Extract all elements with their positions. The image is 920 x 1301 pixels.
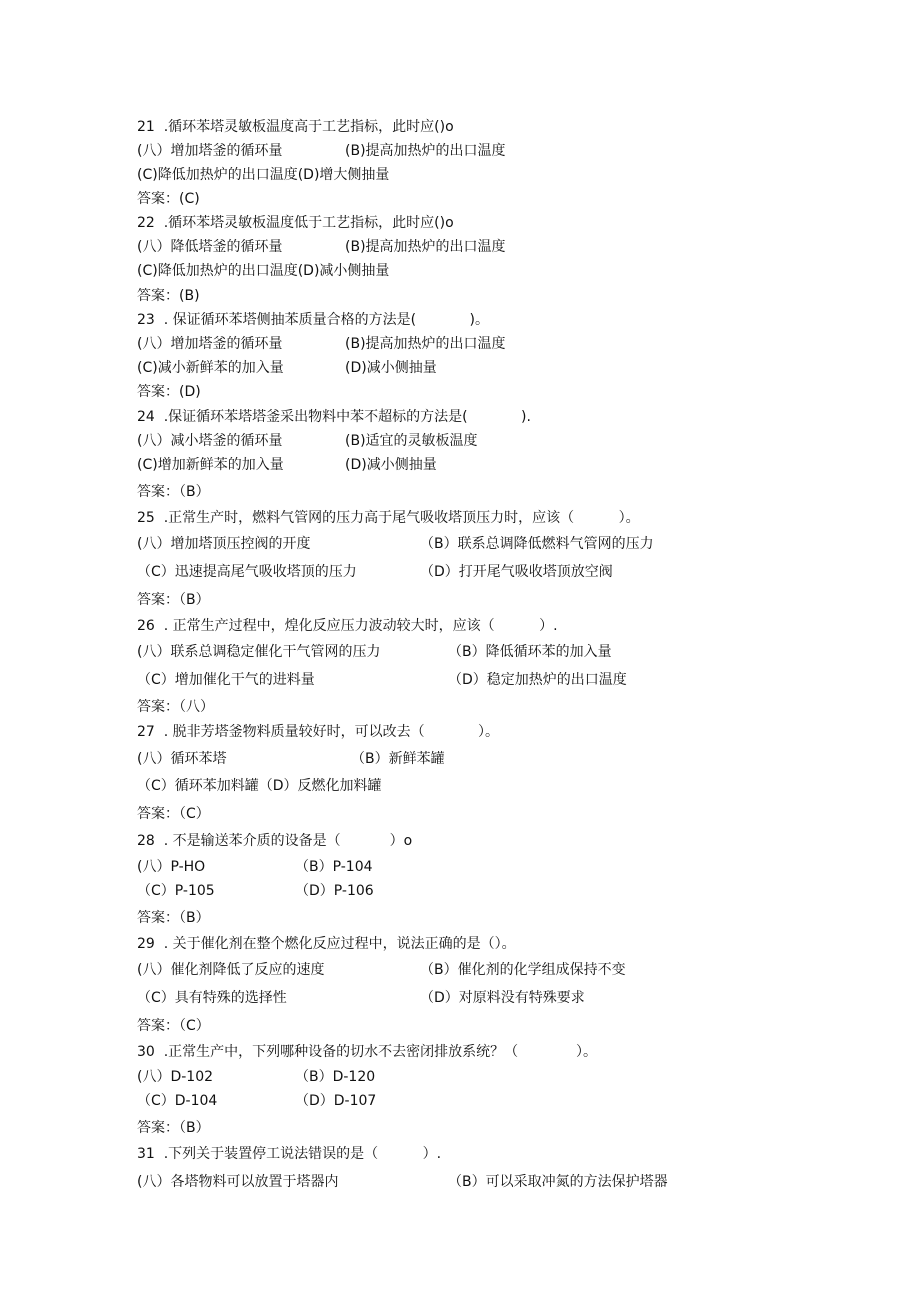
option-row xyxy=(137,643,612,661)
option-row xyxy=(137,238,506,256)
option-c: (C)降低加热炉的出口温度 xyxy=(137,263,298,279)
option-d: (D)减小侧抽量 xyxy=(297,263,390,279)
option-b: (B)适宜的灵敏板温度 xyxy=(345,433,478,449)
option-c: （C）P-105 xyxy=(137,883,215,899)
option-c: （C）D-104 xyxy=(137,1093,218,1109)
option-row xyxy=(137,359,437,377)
option-a: (八）D-102 xyxy=(137,1069,214,1085)
option-a: (八）催化剂降低了反应的速度 xyxy=(137,962,325,978)
option-b: (B)提高加热炉的出口温度 xyxy=(345,143,506,159)
option-row xyxy=(137,1068,376,1086)
option-row xyxy=(137,535,654,553)
option-b: （B）D-120 xyxy=(295,1069,376,1085)
option-c: （C）具有特殊的选择性 xyxy=(137,990,287,1006)
question-29: 29 . 关于催化剂在整个燃化反应过程中，说法正确的是（）。 xyxy=(137,936,516,952)
option-row xyxy=(137,750,445,768)
question-26: 26 . 正常生产过程中，煌化反应压力波动较大时，应该（ ）. xyxy=(137,618,558,634)
option-d: (D)减小侧抽量 xyxy=(345,457,437,473)
option-c: (C)降低加热炉的出口温度 xyxy=(137,167,298,183)
option-b: (B)提高加热炉的出口温度 xyxy=(345,336,506,352)
option-b: (B)提高加热炉的出口温度 xyxy=(345,239,506,255)
option-row xyxy=(137,563,613,581)
question-23: 23 . 保证循环苯塔侧抽苯质量合格的方法是( )。 xyxy=(137,312,489,328)
option-b: （B）降低循环苯的加入量 xyxy=(448,644,612,660)
option-a: (八）各塔物料可以放置于塔器内 xyxy=(137,1174,339,1190)
option-row xyxy=(137,989,585,1007)
option-d: （D）对原料没有特殊要求 xyxy=(420,990,585,1006)
option-row xyxy=(137,432,478,450)
option-c: （C）迅速提高尾气吸收塔顶的压力 xyxy=(137,564,357,580)
option-row xyxy=(137,777,382,795)
question-31: 31 .下列关于装置停工说法错误的是（ ）. xyxy=(137,1146,442,1162)
option-a: (八）减小塔釜的循环量 xyxy=(137,433,283,449)
answer-26: 答案：（八） xyxy=(137,699,214,715)
option-row xyxy=(137,166,389,184)
question-28: 28 . 不是输送苯介质的设备是（ ）o xyxy=(137,833,413,849)
option-row xyxy=(137,1092,377,1110)
question-27: 27 . 脱非芳塔釜物料质量较好时，可以改去（ ）。 xyxy=(137,724,500,740)
option-c: (C)增加新鲜苯的加入量 xyxy=(137,457,284,473)
option-row xyxy=(137,142,506,160)
option-d: (D)减小侧抽量 xyxy=(345,360,437,376)
option-row xyxy=(137,961,626,979)
question-24: 24 .保证循环苯塔塔釜采出物料中苯不超标的方法是( ). xyxy=(137,409,531,425)
option-row xyxy=(137,858,373,876)
option-b: （B）催化剂的化学组成保持不变 xyxy=(420,962,626,978)
option-b: （B）可以采取冲氮的方法保护塔器 xyxy=(448,1174,668,1190)
option-a: (八）循环苯塔 xyxy=(137,751,227,767)
option-d: （D）D-107 xyxy=(295,1093,377,1109)
option-d: (D)增大侧抽量 xyxy=(297,167,390,183)
answer-30: 答案：（B） xyxy=(137,1120,210,1136)
answer-27: 答案：（C） xyxy=(137,806,210,822)
option-row xyxy=(137,335,506,353)
answer-21: 答案：(C) xyxy=(137,191,200,207)
answer-29: 答案：（C） xyxy=(137,1018,210,1034)
question-25: 25 .正常生产时，燃料气管网的压力高于尾气吸收塔顶压力时，应该（ ）。 xyxy=(137,510,640,526)
option-row xyxy=(137,882,374,900)
answer-23: 答案：(D) xyxy=(137,384,201,400)
option-c: （C）增加催化干气的进料量 xyxy=(137,672,315,688)
answer-28: 答案：（B） xyxy=(137,910,210,926)
answer-24: 答案：（B） xyxy=(137,484,210,500)
question-21: 21 .循环苯塔灵敏板温度高于工艺指标，此时应()o xyxy=(137,119,454,135)
option-a: (八）增加塔釜的循环量 xyxy=(137,143,283,159)
option-b: （B）联系总调降低燃料气管网的压力 xyxy=(420,536,654,552)
option-d: （D）P-106 xyxy=(295,883,374,899)
option-b: （B）P-104 xyxy=(295,859,373,875)
option-row xyxy=(137,262,389,280)
answer-25: 答案：（B） xyxy=(137,592,210,608)
option-row xyxy=(137,1173,668,1191)
option-a: (八）增加塔釜的循环量 xyxy=(137,336,283,352)
option-c: (C)减小新鲜苯的加入量 xyxy=(137,360,284,376)
option-a: (八）增加塔顶压控阀的开度 xyxy=(137,536,311,552)
option-row xyxy=(137,456,437,474)
option-row xyxy=(137,671,627,689)
option-b: （B）新鲜苯罐 xyxy=(351,751,445,767)
option-d: （D）稳定加热炉的出口温度 xyxy=(448,672,627,688)
option-c-d: （C）循环苯加料罐（D）反燃化加料罐 xyxy=(137,778,382,794)
answer-22: 答案：(B) xyxy=(137,288,200,304)
question-30: 30 .正常生产中，下列哪种设备的切水不去密闭排放系统？（ ）。 xyxy=(137,1044,598,1060)
option-a: (八）降低塔釜的循环量 xyxy=(137,239,283,255)
question-22: 22 .循环苯塔灵敏板温度低于工艺指标，此时应()o xyxy=(137,215,454,231)
option-a: (八）P-HO xyxy=(137,859,206,875)
option-a: (八）联系总调稳定催化干气管网的压力 xyxy=(137,644,381,660)
option-d: （D）打开尾气吸收塔顶放空阀 xyxy=(420,564,613,580)
